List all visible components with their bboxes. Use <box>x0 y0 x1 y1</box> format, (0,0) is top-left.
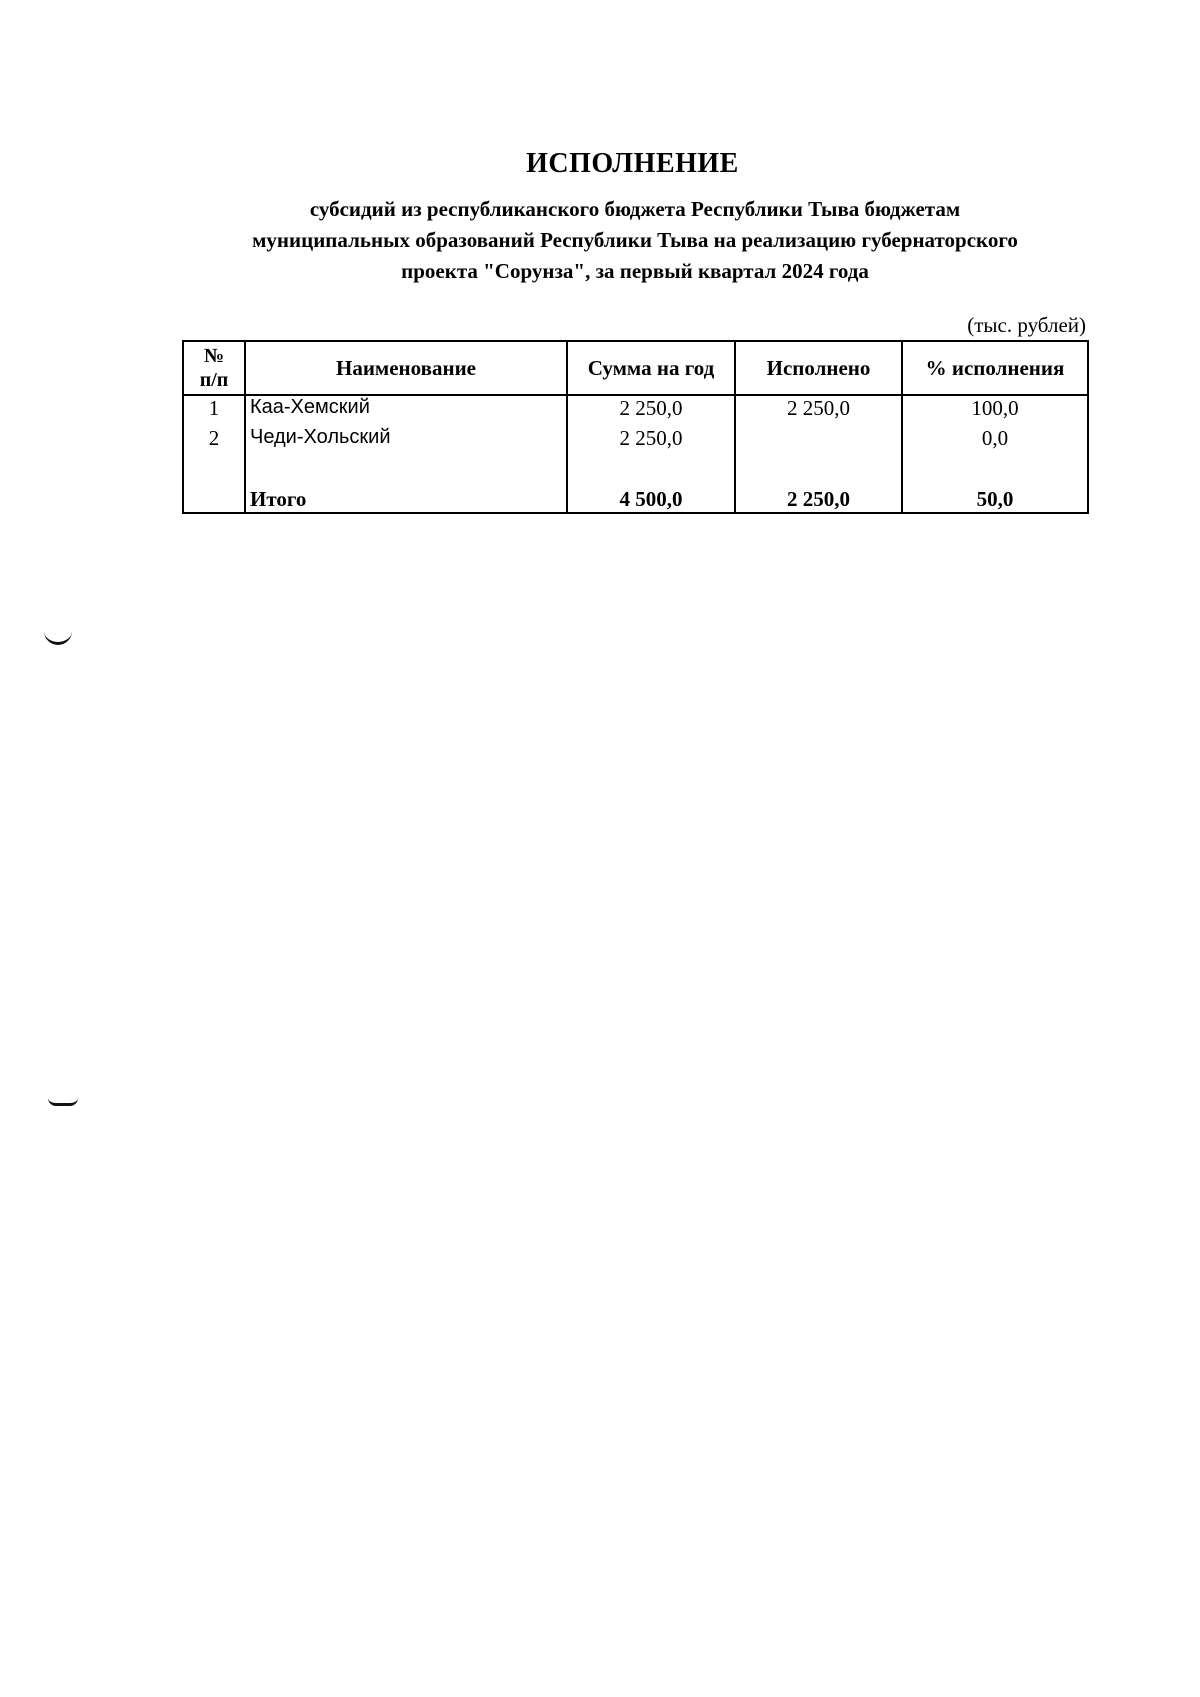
subtitle-line: муниципальных образований Республики Тыва на реализацию губернаторского <box>252 228 1018 252</box>
header-number-abbr: п/п <box>199 369 229 391</box>
row-name: Чеди-Хольский <box>245 426 567 456</box>
header-executed: Исполнено <box>735 341 902 395</box>
table-row <box>183 426 1088 456</box>
row-annual-sum: 2 250,0 <box>567 395 735 426</box>
total-number <box>183 456 245 513</box>
subtitle-line: проекта "Сорунза", за первый квартал 2024 года <box>401 259 869 283</box>
subtitle-line: субсидий из республиканского бюджета Республики Тыва бюджетам <box>309 197 961 221</box>
scan-mark <box>44 630 72 645</box>
row-name: Каа-Хемский <box>245 395 567 426</box>
document-subtitle <box>170 194 1100 287</box>
row-number: 1 <box>183 395 245 426</box>
total-executed: 2 250,0 <box>735 456 902 513</box>
table-header-row <box>183 341 1088 395</box>
row-executed: 2 250,0 <box>735 395 902 426</box>
row-percent: 0,0 <box>902 426 1088 456</box>
row-executed <box>735 426 902 456</box>
header-number-symbol: № <box>203 345 225 367</box>
total-label: Итого <box>245 456 567 513</box>
row-percent: 100,0 <box>902 395 1088 426</box>
scan-mark <box>48 1095 78 1106</box>
header-number <box>183 341 245 395</box>
total-percent: 50,0 <box>902 456 1088 513</box>
execution-table <box>182 340 1089 514</box>
total-annual-sum: 4 500,0 <box>567 456 735 513</box>
header-annual-sum: Сумма на год <box>567 341 735 395</box>
table-row <box>183 395 1088 426</box>
document-title: ИСПОЛНЕНИЕ <box>526 148 739 179</box>
row-annual-sum: 2 250,0 <box>567 426 735 456</box>
units-note: (тыс. рублей) <box>967 313 1086 337</box>
header-name: Наименование <box>245 341 567 395</box>
header-percent: % исполнения <box>902 341 1088 395</box>
row-number: 2 <box>183 426 245 456</box>
table-total-row <box>183 456 1088 513</box>
